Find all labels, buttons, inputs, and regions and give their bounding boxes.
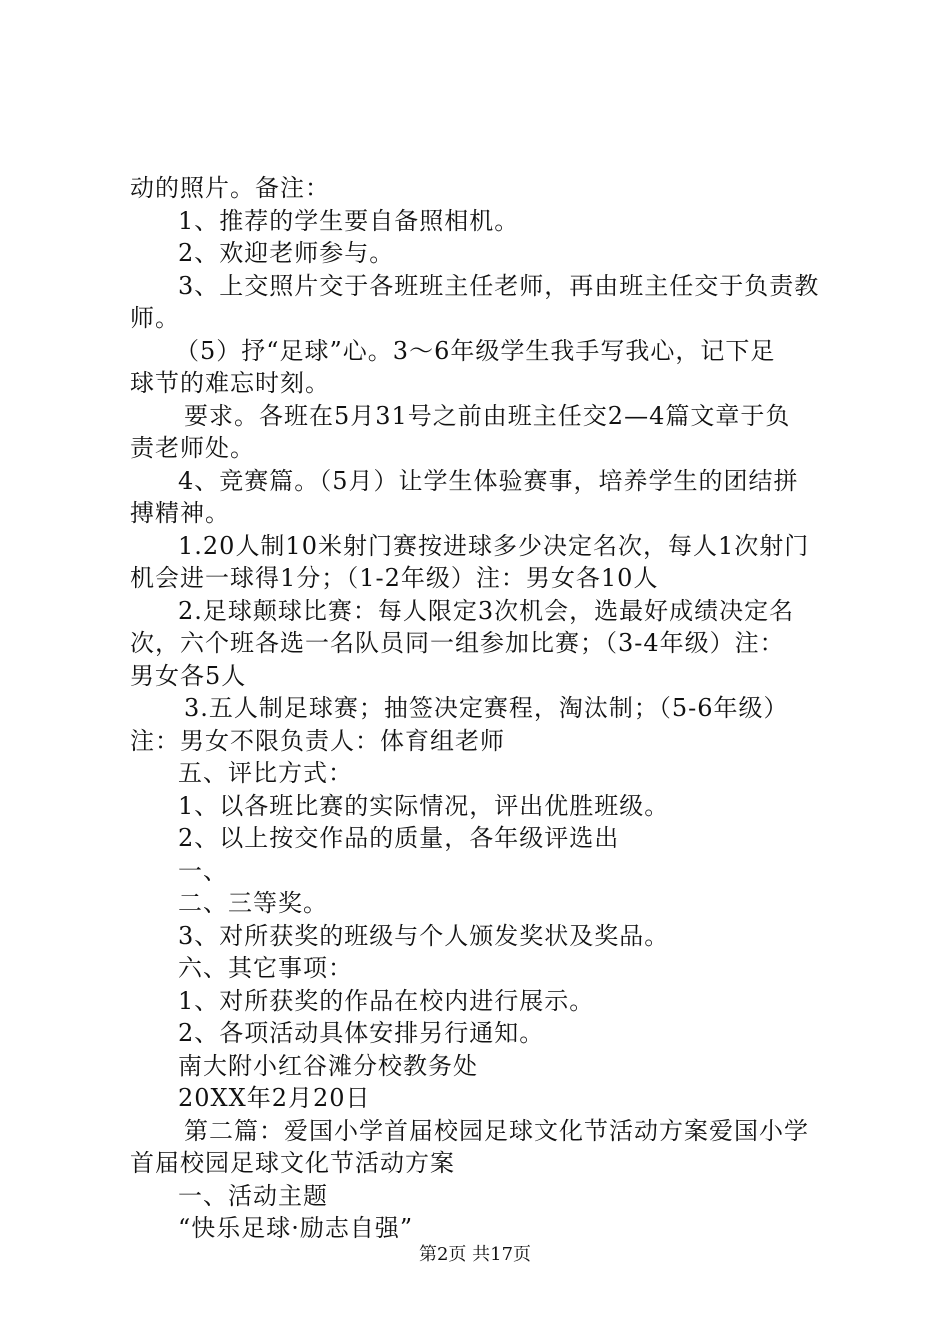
text-line: 2.足球颠球比赛：每人限定3次机会，选最好成绩决定名 xyxy=(178,596,795,625)
text-line: 1.20人制10米射门赛按进球多少决定名次，每人1次射门 xyxy=(178,531,810,560)
text-line: 五、评比方式： xyxy=(178,759,353,787)
text-line: 注：男女不限负责人：体育组老师 xyxy=(130,726,505,755)
text-line: 3.五人制足球赛；抽签决定赛程，淘汰制；（5-6年级） xyxy=(184,694,789,722)
text-line: 次，六个班各选一名队员同一组参加比赛；（3-4年级）注： xyxy=(130,629,785,657)
text-line: 2、以上按交作品的质量，各年级评选出 xyxy=(178,824,620,852)
text-line: 20XX年2月20日 xyxy=(178,1084,371,1112)
document-body xyxy=(130,172,830,1245)
text-line: 一、 xyxy=(178,856,228,885)
text-line: 二、三等奖。 xyxy=(178,889,328,917)
text-line: 3、上交照片交于各班班主任老师，再由班主任交于负责教 xyxy=(178,271,820,300)
text-line: 首届校园足球文化节活动方案 xyxy=(130,1149,455,1177)
text-line: 动的照片。备注： xyxy=(130,174,330,202)
text-line: 南大附小红谷滩分校教务处 xyxy=(178,1051,478,1080)
text-line: 责老师处。 xyxy=(130,434,255,462)
text-line: 1、对所获奖的作品在校内进行展示。 xyxy=(178,986,595,1015)
text-line: 1、推荐的学生要自备照相机。 xyxy=(178,206,520,235)
text-line: 4、竞赛篇。（5月）让学生体验赛事，培养学生的团结拼 xyxy=(178,466,799,495)
page-footer: 第2页 共17页 xyxy=(418,1244,532,1265)
text-line: 球节的难忘时刻。 xyxy=(130,369,330,397)
text-line: “快乐足球·励志自强” xyxy=(178,1214,414,1242)
text-line: 2、欢迎老师参与。 xyxy=(178,239,395,267)
text-line: 六、其它事项： xyxy=(178,954,353,982)
text-line: 2、各项活动具体安排另行通知。 xyxy=(178,1019,545,1047)
text-line: 一、活动主题 xyxy=(178,1181,328,1210)
text-line: 第二篇：爱国小学首届校园足球文化节活动方案爱国小学 xyxy=(184,1116,809,1145)
text-line: 3、对所获奖的班级与个人颁发奖状及奖品。 xyxy=(178,921,670,950)
text-line: 机会进一球得1分；（1-2年级）注：男女各10人 xyxy=(130,564,659,592)
text-line: 男女各5人 xyxy=(130,661,247,690)
text-line: 要求。各班在5月31号之前由班主任交2—4篇文章于负 xyxy=(184,401,791,430)
text-line: 搏精神。 xyxy=(130,499,230,527)
text-line: （5）抒“足球”心。3～6年级学生我手写我心，记下足 xyxy=(175,336,776,365)
text-line: 师。 xyxy=(130,304,180,332)
text-line: 1、以各班比赛的实际情况，评出优胜班级。 xyxy=(178,791,670,820)
